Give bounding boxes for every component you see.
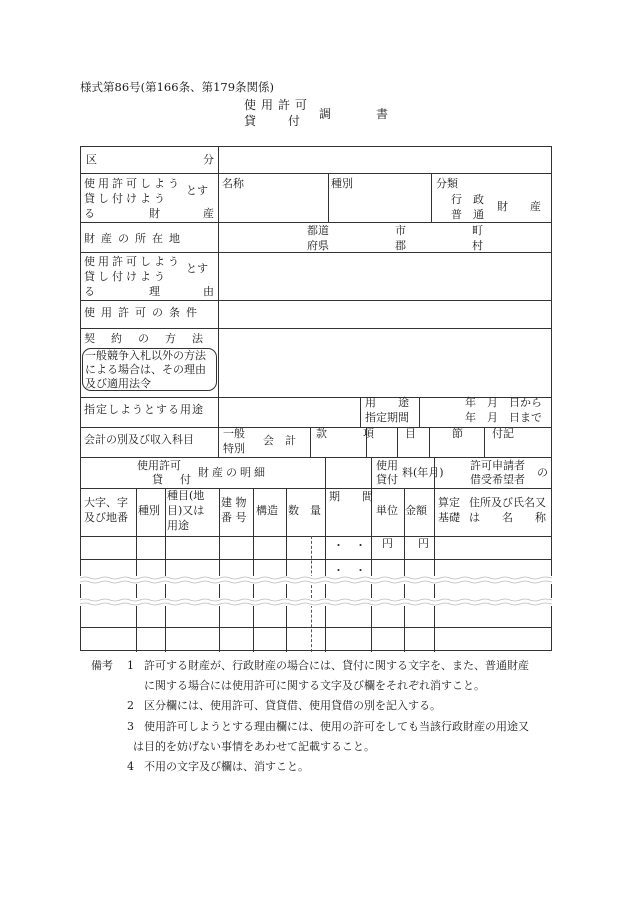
title-chou: 調 bbox=[319, 107, 332, 121]
note-2-num: 2 bbox=[127, 699, 134, 712]
property-type-label: 種別 bbox=[331, 177, 353, 190]
col-kiso-l2: 基礎 bbox=[438, 511, 460, 524]
location-mura: 村 bbox=[472, 239, 483, 252]
accounting-kaikei: 会 計 bbox=[263, 434, 296, 447]
detail-head-applicant-l2: 借受希望者 bbox=[470, 473, 525, 486]
detail-head-fee-use: 使用 bbox=[376, 459, 398, 472]
row-break-wave bbox=[80, 576, 552, 584]
accounting-setsu: 節 bbox=[452, 427, 463, 440]
accounting-moku: 目 bbox=[405, 427, 416, 440]
detail-head-kashi: 貸 bbox=[152, 473, 163, 486]
col-chimoku-l1: 種目(地 bbox=[167, 489, 205, 502]
location-fuken: 府県 bbox=[307, 239, 329, 252]
contract-note-l3: 及び適用法令 bbox=[85, 377, 151, 390]
detail-head-applicant-l1: 許可申請者 bbox=[470, 459, 525, 472]
note-1-num: 1 bbox=[127, 659, 134, 672]
accounting-kan: 款 bbox=[316, 427, 327, 440]
property-admin-label: 行 政 bbox=[451, 193, 484, 206]
reason-label-l3c: 由 bbox=[203, 285, 214, 298]
title-tsuki: 付 bbox=[288, 114, 301, 128]
col-kiso-l1: 算定 bbox=[438, 496, 460, 509]
col-chimoku-l2: 目)又は bbox=[167, 504, 205, 517]
col-address-l1: 住所及び氏名又 bbox=[469, 496, 546, 509]
usage-period-label: 指定期間 bbox=[365, 411, 409, 424]
reason-label-l2: 貸し付けよう bbox=[84, 270, 168, 283]
property-label-l3a: る bbox=[84, 207, 95, 220]
location-gun: 郡 bbox=[395, 239, 406, 252]
reason-label-l1: 使用許可しよう bbox=[84, 255, 182, 268]
accounting-special: 特別 bbox=[223, 442, 245, 455]
col-chimoku-l3: 用途 bbox=[167, 519, 189, 532]
property-name-label: 名称 bbox=[222, 177, 244, 190]
property-label-l2: 貸し付けよう bbox=[84, 192, 168, 205]
row2-period-dots: ・ ・ bbox=[333, 564, 366, 577]
col-kingaku: 金額 bbox=[405, 504, 427, 517]
property-label-l3c: 産 bbox=[203, 207, 214, 220]
row1-unit-yen: 円 bbox=[382, 537, 393, 550]
detail-head-tsuki: 付 bbox=[180, 473, 191, 486]
title-kashi: 貸 bbox=[244, 114, 257, 128]
notes-prefix: 備考 bbox=[91, 659, 113, 672]
col-shubetsu: 種別 bbox=[138, 504, 160, 517]
usage-youto-label: 用 途 bbox=[365, 396, 409, 409]
note-2-line-1: 区分欄には、使用許可、貸貸借、使用貸借の別を記入する。 bbox=[144, 699, 441, 712]
accounting-fuki: 付記 bbox=[492, 427, 514, 440]
note-3-num: 3 bbox=[127, 720, 134, 733]
note-1-line-2: に関する場合には使用許可に関する文字及び欄をそれぞれ消すこと。 bbox=[144, 679, 485, 692]
title-sho: 書 bbox=[376, 107, 389, 121]
reason-label-suffix: とす bbox=[186, 262, 208, 275]
location-todo: 都道 bbox=[307, 224, 329, 237]
note-3-line-1: 使用許可しようとする理由欄には、使用の許可をしても当該行政財産の用途又 bbox=[144, 720, 529, 733]
contract-note-l2: による場合は、その理由 bbox=[85, 363, 206, 376]
row-break-wave-2 bbox=[80, 598, 552, 606]
accounting-kou: 項 bbox=[363, 427, 374, 440]
location-label: 財産の所在地 bbox=[84, 232, 186, 245]
detail-head-use-permit: 使用許可 bbox=[137, 459, 181, 472]
note-4-num: 4 bbox=[127, 760, 134, 773]
conditions-label: 使用許可の条件 bbox=[84, 306, 203, 319]
title-use-permit: 使用許可 bbox=[244, 98, 313, 112]
property-general-label: 普 通 bbox=[451, 208, 484, 221]
contract-label: 契約の方法 bbox=[84, 332, 219, 345]
usage-date-to: 年 月 日まで bbox=[465, 411, 542, 424]
detail-head-applicant-no: の bbox=[537, 466, 548, 479]
property-zaisan-label: 財 産 bbox=[497, 200, 541, 213]
property-label-l1: 使用許可しよう bbox=[84, 177, 182, 190]
accounting-label: 会計の別及び収入科目 bbox=[84, 433, 194, 446]
note-1-line-1: 許可する財産が、行政財産の場合には、貸付に関する文字を、また、普通財産 bbox=[144, 659, 529, 672]
property-class-label: 分類 bbox=[436, 177, 458, 190]
col-kouzou: 構造 bbox=[256, 504, 278, 517]
property-label-l3b: 財 bbox=[149, 207, 160, 220]
kubun-label-a: 区 bbox=[86, 153, 97, 166]
reason-label-l3a: る bbox=[84, 285, 95, 298]
col-aza-l2: 及び地番 bbox=[84, 511, 128, 524]
detail-head-fee: 料(年月) bbox=[402, 466, 444, 479]
col-suuryou: 数 量 bbox=[288, 504, 321, 517]
accounting-general: 一般 bbox=[223, 427, 245, 440]
col-bango-l1: 建 物 bbox=[221, 496, 247, 509]
row1-amount-yen: 円 bbox=[418, 537, 429, 550]
note-4-line-1: 不用の文字及び欄は、消すこと。 bbox=[144, 760, 309, 773]
detail-head-kikan: 期 間 bbox=[329, 490, 373, 503]
col-bango-l2: 番 号 bbox=[221, 511, 247, 524]
detail-head-meisai: 財産の明細 bbox=[198, 466, 268, 479]
col-aza-l1: 大字、字 bbox=[84, 496, 128, 509]
form-id: 様式第86号(第166条、第179条関係) bbox=[80, 80, 275, 94]
property-label-suffix: とす bbox=[186, 184, 208, 197]
usage-date-from: 年 月 日から bbox=[465, 396, 542, 409]
row1-period-dots: ・ ・ bbox=[333, 539, 366, 552]
location-machi: 町 bbox=[472, 224, 483, 237]
col-tani: 単位 bbox=[376, 504, 398, 517]
detail-head-fee-kashitsuke: 貸付 bbox=[376, 473, 398, 486]
col-address-l2: は 名 称 bbox=[469, 511, 546, 524]
note-3-line-2: は目的を妨げない事情をあわせて記載すること。 bbox=[133, 740, 375, 753]
contract-note-l1: 一般競争入札以外の方法 bbox=[85, 349, 206, 362]
location-shi: 市 bbox=[395, 224, 406, 237]
usage-label: 指定しようとする用途 bbox=[84, 403, 204, 416]
kubun-label-b: 分 bbox=[203, 153, 214, 166]
reason-label-l3b: 理 bbox=[149, 285, 160, 298]
